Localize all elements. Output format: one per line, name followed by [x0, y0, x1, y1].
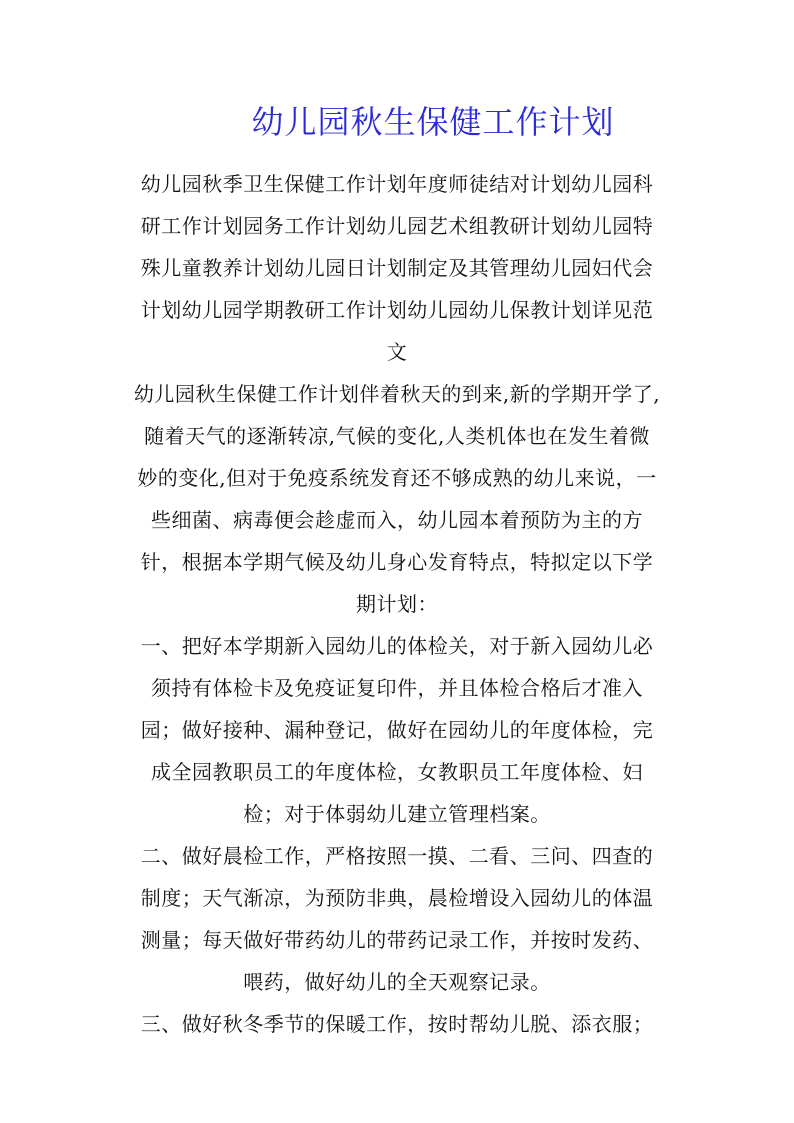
body-line: 成全园教职员工的年度体检，女教职员工年度体检、妇: [151, 760, 643, 784]
document-body: [110, 163, 684, 1045]
body-line: 妙的变化,但对于免疫系统发育还不够成熟的幼儿来说，一: [137, 466, 657, 490]
body-line: 幼儿园秋生保健工作计划伴着秋天的到来,新的学期开学了,: [133, 382, 661, 406]
body-line: 计划幼儿园学期教研工作计划幼儿园幼儿保教计划详见范: [140, 298, 654, 322]
body-line: 随着天气的逐渐转凉,气候的变化,人类机体也在发生着微: [144, 424, 650, 448]
body-line: 期计划：: [356, 592, 438, 616]
body-line: 二、做好晨检工作，严格按照一摸、二看、三问、四查的: [140, 844, 654, 868]
body-line: 殊儿童教养计划幼儿园日计划制定及其管理幼儿园妇代会: [140, 256, 654, 280]
document-title: 幼儿园秋生保健工作计划: [251, 103, 615, 141]
body-line: 须持有体检卡及免疫证复印件，并且体检合格后才准入: [151, 676, 643, 700]
body-line: 测量；每天做好带药幼儿的带药记录工作，并按时发药、: [140, 928, 654, 952]
body-line: 喂药，做好幼儿的全天观察记录。: [243, 970, 551, 994]
body-line: 文: [386, 340, 408, 364]
body-line: 一、把好本学期新入园幼儿的体检关，对于新入园幼儿必: [140, 634, 654, 658]
body-line: 三、做好秋冬季节的保暖工作，按时帮幼儿脱、添衣服；: [140, 1012, 654, 1036]
body-line: 幼儿园秋季卫生保健工作计划年度师徒结对计划幼儿园科: [140, 172, 654, 196]
body-line: 研工作计划园务工作计划幼儿园艺术组教研计划幼儿园特: [140, 214, 654, 238]
body-line: 检；对于体弱幼儿建立管理档案。: [243, 802, 551, 826]
body-line: 制度；天气渐凉，为预防非典，晨检增设入园幼儿的体温: [140, 886, 654, 910]
body-line: 些细菌、病毒便会趁虚而入，幼儿园本着预防为主的方: [151, 508, 643, 532]
body-line: 针，根据本学期气候及幼儿身心发育特点，特拟定以下学: [140, 550, 654, 574]
body-line: 园；做好接种、漏种登记，做好在园幼儿的年度体检，完: [140, 718, 654, 742]
